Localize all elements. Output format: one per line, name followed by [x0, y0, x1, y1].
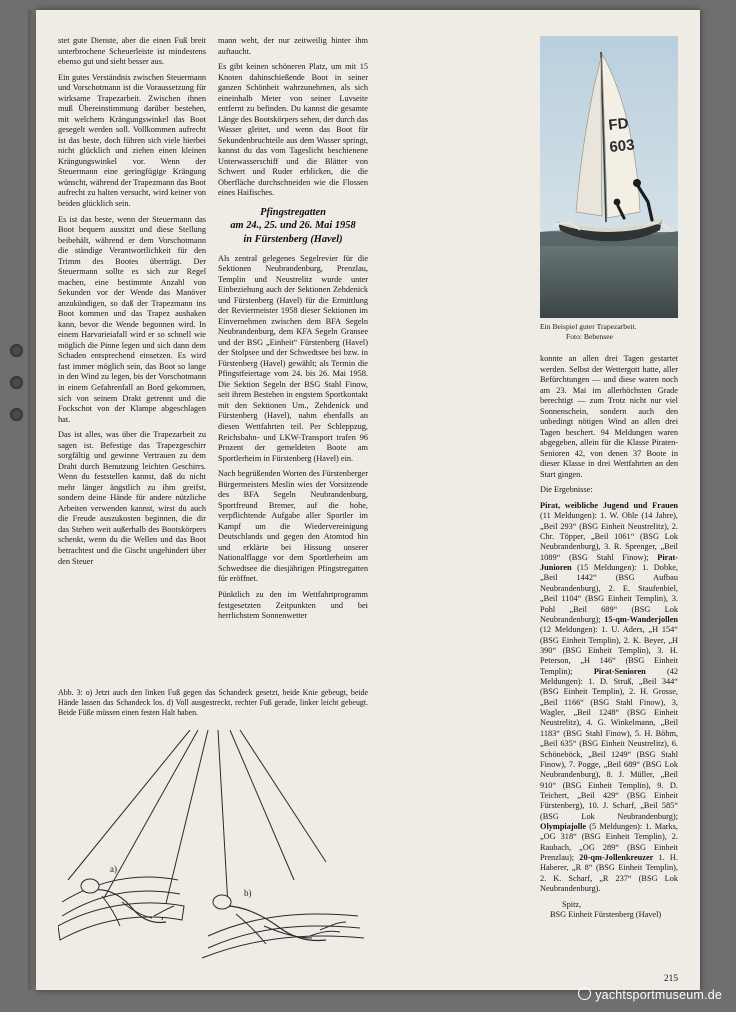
text-column-4 [540, 354, 678, 921]
magazine-page [36, 10, 700, 990]
figure-illustration [58, 730, 368, 970]
headline-line-3: in Fürstenberg (Havel) [243, 234, 343, 245]
text-column-1 [58, 36, 206, 572]
results-list [540, 501, 678, 895]
photo-credit: Foto: Bebensee [566, 331, 614, 341]
photo-caption [540, 322, 678, 342]
photo-caption-text: Ein Beispiel guter Trapezarbeit. [540, 322, 637, 331]
signature-name: Spitz, [562, 899, 582, 909]
result-class-name: 15-qm-Wanderjollen [604, 614, 678, 624]
result-class-body: (12 Meldungen): 1. U. Aders, „H 154“ (BSG Einheit Templin), 2. K. Beyer, „H 390“ (BSG Einheit Templin), 3. H. Peterson, „H 146“ (BSG Einheit Templin); [540, 625, 678, 676]
article-headline [218, 206, 368, 247]
text-column-2 [218, 36, 368, 627]
figure-caption: Abb. 3: o) Jetzt auch den linken Fuß gegen das Schandeck gesetzt, beide Knie gebeugt, beide Hände lassen das Schandeck los. d) Voll ausgestreckt, rechter Fuß gerade, linker leicht gebeugt. Beide Füße müssen einen festen Halt haben. [58, 688, 368, 717]
punch-hole-1 [10, 344, 23, 357]
signature-club: BSG Einheit Fürstenberg (Havel) [550, 910, 662, 920]
result-class-body: (42 Meldungen): 1. D. Struß, „Beil 344“ (BSG Einheit Templin), 2. H. Grosse, „Beil 1166“ (BSG Stahl Finow), 3, Wagler, „Beil 1248“ (BSG Einheit Neustrelitz), 4. G. Winkelmann, „Beil 1183“ (BSG Stahl Finow), 5. H. Böhm, „Beil 635“ (BSG Einheit Neustrelitz), 6. Schöneböck, „Beil 1249“ (BSG Stahl Finow), 7. Pogge, „Beil 689“ (BSG Lok Neubrandenburg), 8. J. Müller, „Beil 910“ (BSG Einheit Templin), 9. D. Teichert, „Beil 429“ (BSG Einheit Fürstenberg), 10. J. Scharf, „Beil 585“ (BSG Lok Neubrandenburg); [540, 666, 679, 821]
result-class-name: Olympiajolle [540, 822, 587, 832]
svg-text:FD: FD [607, 114, 630, 134]
results-intro: Die Ergebnisse: [540, 485, 593, 495]
paragraph: Pünktlich zu den im Wettfahrtprogramm festgesetzten Zeitpunkten und bei herrlichstem Sonnenwetter [218, 589, 368, 621]
trapeze-drawing [58, 730, 368, 970]
paragraph: Es ist das beste, wenn der Steuermann das Boot bequem aussitzt und diese Stellung beibehält, während er dem Vorschotmann die ständige Verantwortlichkeit für den Trimm des Bootes überträgt. Der Steuermann sollte es sich zur Regel machen, eine bestimmte Anzahl von Sekunden vor der Wende das Manöver anzukündigen, so daß der Trapezmann ins Boot kommen und das Trapez aushaken kann, bevor die Wende begonnen wird. In einem Harvarieiafall wird er so schnell wie möglich die Pinne legen und sich dann dem Schaden entsprechend einsetzen. Es wird fast immer möglich sein, das Boot so lange in den Wind zu legen, bis der Vorschotmann in einem Gefahrenfall an Bord gekommen, sich von seinem Drakt getrennt und die Fockschot von der Klampe abgeschlagen hat. [58, 214, 206, 424]
paragraph: Als zentral gelegenes Segelrevier für die Sektionen Neubrandenburg, Prenzlau, Templin und Neustrelitz wurde unter Einbeziehung auch der Sektionen Zehdenick und Fürstenberg (Havel) für die Ermittlung der Reviermeister 1958 dieser Sektionen im Einvernehmen zwischen dem BFA Segeln Neubrandenburg, dem KFA Segeln Gransee und der BSG „Einheit“ Fürstenberg (Havel) der Stolpsee und der Schwedtsee bei bzw. in Fürstenberg (Havel) gewählt; als Termin die Pfingstfeiertage vom 24. bis 26. Mai 1958. Die Sektion Segeln der BSG Stahl Finow, seit ihrem Bestehen in engstem Sportkontakt mit den Sektionen Um., Zehdenick und Fürstenberg (Havel), nahm ebenfalls an diesen Wettfahrten teil. Per Schleppzug, Reichsbahn- und LKW-Transport trafen 96 Prozent der gemeldeten Boote am Sportlerheim in Fürstenberg (Havel) ein. [218, 253, 368, 463]
watermark-text: yachtsportmuseum.de [595, 988, 722, 1002]
paragraph: Ein gutes Verständnis zwischen Steuermann und Vorschotmann ist die Voraussetzung für wirksame Trapezarbeit. Zwischen ihnen muß Übereinstimmung darüber bestehen, mit welchem Krängungswinkel das Boot gesegelt werden soll. Vollkommen aufrecht ist das beste, doch führen sich viele hierbei nicht glücklich und ziehen einen kleinen Krängungswinkel vor. Wenn der Steuermann eine geringfügige Krängung wünscht, während der Trapezmann das Boot aufrecht zu halten versucht, wird keiner von beiden glücklich sein. [58, 72, 206, 208]
figure-label-a: a) [110, 864, 117, 874]
svg-text:603: 603 [608, 136, 636, 156]
result-class-body: (5 Meldungen): 1. Marks, „OG 318“ (BSG Einheit Templin), 2. Raubach, „OG 289“ (BSG Einheit Prenzlau); [540, 822, 678, 863]
watermark [578, 986, 722, 1002]
figure-label-b: b) [244, 888, 252, 898]
paragraph: mann weht, der nur zeitweilig hinter ihm auftaucht. [218, 36, 368, 56]
paragraph: Das ist alles, was über die Trapezarbeit zu sagen ist. Befestige das Trapezgeschirr sorgfältig und gewinne Vertrauen zu dem Draht durch Benutzung leichten Geschirrs. Wenn du feststellen kannst, daß du nicht mehr länger ängstlich zu ihm greifst, sondern deine Hände für andere nützliche Arbeiten verwenden kannst, wirst du auch die Freude auszukosten beginnen, die dir das Stehen weit außerhalb des Bootskörpers schenkt, wenn du die Wellen und das Boot betrachtest und die Gischt ungehindert über den Steuer [58, 430, 206, 566]
result-class-body: (15 Meldungen): 1. Dobke, „Beil 1442“ (BSG Aufbau Neubrandenburg), 2. E. Staufenbiel, „Beil 1104“ (BSG Einheit Templin), 3. Pohl „Beil 689“ (BSG Lok Neubrandenburg); [540, 563, 678, 624]
page-content [58, 36, 679, 984]
result-class-name: Pirat-Junioren [540, 552, 678, 573]
paragraph: Nach begrüßenden Worten des Fürstenberger Bürgermeisters Meslin wies der Vorsitzende des BFA Segeln Neubrandenburg, Sportfreund Bremer, auf die hohe, verpflichtende Aufgabe aller Sportler im Kampf um die Wiedervereinigung Deutschlands und gegen den Atomtod hin und erklärte bei Hissung unserer Nationalflagge vor dem Sportlerheim am Schwedtsee die diesjährigen Pfingstregatten für eröffnet. [218, 469, 368, 584]
article-signature [540, 900, 678, 921]
photo-illustration [540, 36, 678, 318]
page-number: 215 [663, 974, 678, 984]
headline-line-1: Pfingstregatten [260, 206, 326, 218]
headline-line-2: am 24., 25. und 26. Mai 1958 [230, 220, 356, 232]
sailing-photo [540, 36, 678, 318]
punch-hole-2 [10, 376, 23, 389]
paragraph: stet gute Dienste, aber die einen Fuß breit unterbrochene Scheuerleiste ist mindestens ebenso gut und sieht besser aus. [58, 36, 206, 67]
result-class-body: (11 Meldungen): 1. W. Ohle (14 Jahre), „Beil 293“ (BSG Einheit Neustrelitz), 2. Chr. Töpper, „Beil 1061“ (BSG Lok Neubrandenburg), 3. R. Sprenger, „Beil 1089“ (BSG Stahl Finow); [540, 511, 678, 562]
paragraph: Es gibt keinen schöneren Platz, um mit 15 Knoten dahinschießende Boot in seiner ganzen Schönheit wahrzunehmen, als sich eineinhalb Meter von seiner Luvseite entfernt zu befinden. Du kannst die gesamte Länge des Bootskörpers sehen, der durch das Wasser gleitet, und wenn das Boot für Sekundenbruchteile aus dem Wasser springt, kannst du das vom Tageslicht beschienene Unterwasserschiff und die Blätter von Schwert und Ruder erblicken, die die Oberfläche durchschneiden wie die Flossen eines Haifisches. [218, 62, 368, 198]
paragraph: konnte an allen drei Tagen gestartet werden. Selbst der Wettergott hatte, aller Befürchtungen — und diese waren noch am 23. Mai im allerhöchsten Grade berechtigt — zum Trotz nicht nur viel Sonnenschein, sondern auch den unbedingt nötigen Wind an allen drei Tagen beschert. 94 Meldungen waren abgegeben, allein für die Klasse Piraten-Senioren 42, von denen 37 Boote in dieser Klasse in drei Wettfahrten an den Start gingen. [540, 354, 678, 479]
globe-icon [578, 987, 591, 1000]
result-class-name: 20-qm-Jollenkreuzer [579, 853, 654, 863]
result-class-body: 1. H. Haberer, „R 8“ (BSG Einheit Templin), 2. K. Scharf, „R 237“ (BSG Lok Neubrandenburg). [540, 853, 678, 894]
result-class-name: Pirat-Senioren [593, 666, 646, 676]
result-class-name: Pirat, weibliche Jugend und Frauen [540, 500, 678, 510]
punch-hole-3 [10, 408, 23, 421]
